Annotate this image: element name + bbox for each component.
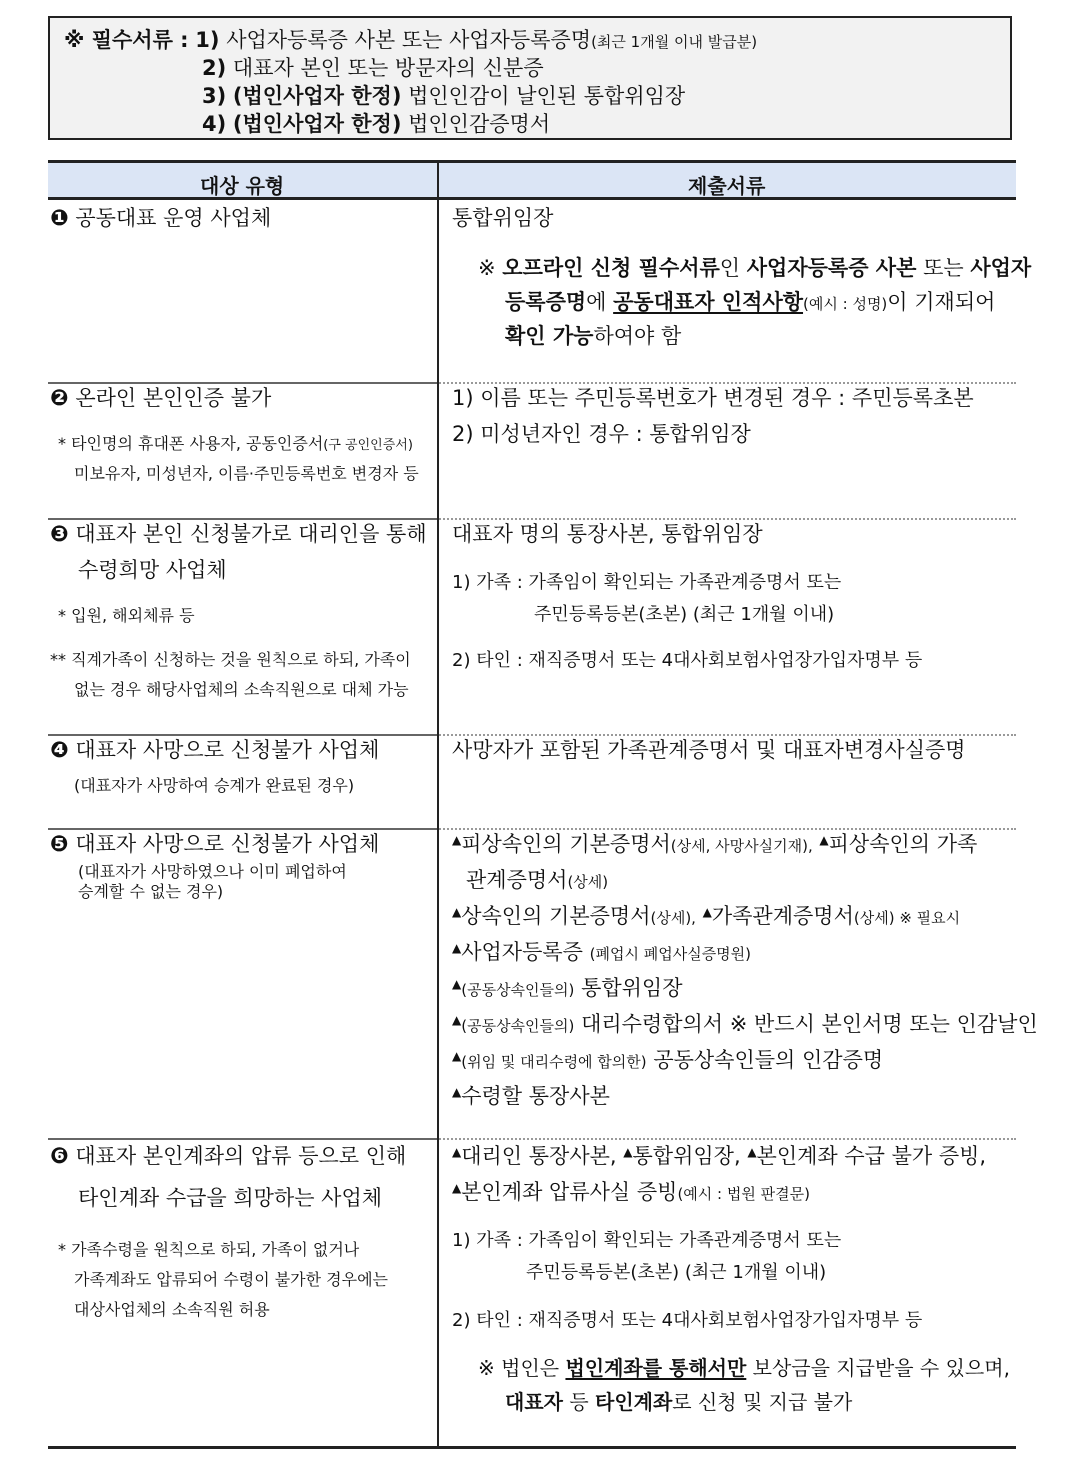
notice-item-num: 4) <box>202 112 227 136</box>
row-type-text: 대표자 본인 신청불가로 대리인을 통해 <box>75 522 427 546</box>
notice-item-text: 사업자등록증 사본 또는 사업자등록증명 <box>226 28 592 52</box>
row-doc <box>466 868 608 893</box>
notice-item-note: (최근 1개월 이내 발급분) <box>591 33 758 51</box>
column-divider <box>437 160 439 1448</box>
row-type-text: 공동대표 운영 사업체 <box>75 206 272 230</box>
row-doc: 1) 이름 또는 주민등록번호가 변경된 경우 : 주민등록초본 <box>452 386 974 410</box>
row-marker: ❶ <box>50 206 69 231</box>
row-doc <box>452 832 977 857</box>
row-doc <box>452 940 751 965</box>
row-type-text: 대표자 본인계좌의 압류 등으로 인해 <box>75 1144 407 1168</box>
row-sub <box>58 434 413 454</box>
row-separator <box>48 382 1016 384</box>
row-doc <box>452 1048 883 1073</box>
doc-text: (폐업시 폐업사실증명원) <box>589 945 752 963</box>
row-doc: 통합위임장 <box>452 206 554 230</box>
row-marker: ❻ <box>50 1144 69 1169</box>
doc-text: 관계증명서 <box>466 868 568 892</box>
bullet-icon: ▲ <box>452 1145 462 1159</box>
row-marker: ❹ <box>50 738 69 763</box>
note-text: 인 <box>719 256 741 280</box>
notice-heading: ※ 필수서류 : <box>64 28 189 52</box>
note-text: 오프라인 신청 필수서류 <box>502 256 720 280</box>
row-sub: 미보유자, 미성년자, 이름·주민등록번호 변경자 등 <box>74 464 419 483</box>
row-doc: 주민등록등본(초본) (최근 1개월 이내) <box>526 1262 827 1283</box>
table-header <box>48 160 1016 200</box>
doc-text: 대리인 통장사본, <box>461 1144 617 1168</box>
note-text: 타인계좌 <box>595 1390 673 1414</box>
note-text: 로 신청 및 지급 불가 <box>672 1390 853 1414</box>
row-type <box>50 832 379 858</box>
row-note <box>505 324 681 349</box>
bullet-icon: ▲ <box>819 833 829 847</box>
doc-text: 상속인의 기본증명서 <box>461 904 651 928</box>
notice-item-text: 법인인감증명서 <box>408 112 551 136</box>
row-doc: 주민등록등본(초본) (최근 1개월 이내) <box>534 604 835 625</box>
row-type-text: 온라인 본인인증 불가 <box>75 386 272 410</box>
doc-text: 통합위임장, <box>632 1144 741 1168</box>
note-mark: ※ <box>478 1356 495 1380</box>
row-sub: 없는 경우 해당사업체의 소속직원으로 대체 가능 <box>74 680 409 699</box>
doc-text: (예시 : 법원 판결문) <box>677 1185 810 1203</box>
note-text: 에 <box>586 290 607 314</box>
doc-text: 사업자등록증 <box>461 940 583 964</box>
row-type-text: 대표자 사망으로 신청불가 사업체 <box>75 832 380 856</box>
row-sub: * 가족수령을 원칙으로 하되, 가족이 없거나 <box>58 1240 360 1259</box>
row-sub: ** 직계가족이 신청하는 것을 원칙으로 하되, 가족이 <box>50 650 411 669</box>
row-type <box>50 738 379 764</box>
row-separator <box>48 734 1016 736</box>
doc-text: 가족관계증명서 <box>711 904 854 928</box>
note-text: 확인 가능 <box>505 324 594 348</box>
notice-line-3 <box>202 80 685 110</box>
note-text: 사업자등록증 사본 <box>746 256 917 280</box>
notice-line-2 <box>202 52 544 82</box>
bullet-icon: ▲ <box>452 977 462 991</box>
row-type <box>50 1144 406 1170</box>
bullet-icon: ▲ <box>452 1013 462 1027</box>
doc-text: (상세, 사망사실기재), <box>670 837 813 855</box>
note-text: (예시 : 성명) <box>803 295 888 313</box>
note-text: 공동대표자 인적사항 <box>613 290 804 314</box>
doc-text: 본인계좌 수급 불가 증빙, <box>756 1144 987 1168</box>
row-doc <box>452 1012 1038 1037</box>
header-target-type: 대상 유형 <box>200 174 285 198</box>
row-separator <box>48 828 1016 830</box>
note-text: 대표자 <box>505 1390 563 1414</box>
row-type <box>50 386 271 412</box>
row-sub: (대표자가 사망하였으나 이미 폐업하여 <box>78 862 347 881</box>
row-sub-text: * 타인명의 휴대폰 사용자, 공동인증서 <box>58 434 324 453</box>
doc-text: (상세) ※ 필요시 <box>853 909 961 927</box>
bullet-icon: ▲ <box>452 833 462 847</box>
note-text: 하여야 함 <box>593 324 682 348</box>
row-type: 타인계좌 수급을 희망하는 사업체 <box>78 1186 383 1210</box>
note-text: 법인은 <box>501 1356 560 1380</box>
row-type-text: 대표자 사망으로 신청불가 사업체 <box>75 738 380 762</box>
row-doc: 1) 가족 : 가족임이 확인되는 가족관계증명서 또는 <box>452 572 842 593</box>
doc-text: 수령할 통장사본 <box>461 1084 610 1108</box>
row-sub: 대상사업체의 소속직원 허용 <box>74 1300 270 1319</box>
row-doc <box>452 1180 810 1205</box>
doc-text: 대리수령합의서 ※ 반드시 본인서명 또는 인감날인 <box>581 1012 1038 1036</box>
note-text: 또는 <box>923 256 964 280</box>
row-marker: ❸ <box>50 522 69 547</box>
notice-item-tag: (법인사업자 한정) <box>232 84 402 108</box>
row-doc <box>452 1084 610 1109</box>
notice-item-text: 대표자 본인 또는 방문자의 신분증 <box>232 56 544 80</box>
row-sub-text: (구 공인인증서) <box>323 438 413 453</box>
doc-text: 피상속인의 가족 <box>828 832 978 856</box>
note-text: 등록증명 <box>505 290 587 314</box>
row-doc: 2) 미성년자인 경우 : 통합위임장 <box>452 422 751 446</box>
row-separator <box>48 1138 1016 1140</box>
required-documents-box <box>48 16 1012 140</box>
row-marker: ❷ <box>50 386 69 411</box>
doc-text: (위임 및 대리수령에 합의한) <box>461 1053 647 1071</box>
row-doc: 대표자 명의 통장사본, 통합위임장 <box>452 522 763 546</box>
notice-line-4 <box>202 108 550 138</box>
bullet-icon: ▲ <box>452 1049 462 1063</box>
row-doc <box>452 976 683 1001</box>
row-sub: 승계할 수 없는 경우) <box>78 882 224 901</box>
doc-text: (상세), <box>650 909 696 927</box>
bullet-icon: ▲ <box>623 1145 633 1159</box>
row-note <box>505 1390 852 1414</box>
row-doc: 1) 가족 : 가족임이 확인되는 가족관계증명서 또는 <box>452 1230 842 1251</box>
row-note <box>505 290 995 315</box>
note-text: 이 기재되어 <box>887 290 996 314</box>
notice-line-1 <box>64 24 757 54</box>
row-type: 수령희망 사업체 <box>78 558 227 582</box>
doc-text: (상세) <box>567 873 609 891</box>
row-type <box>50 206 271 232</box>
bullet-icon: ▲ <box>702 905 712 919</box>
note-text: 사업자 <box>970 256 1032 280</box>
bullet-icon: ▲ <box>452 1085 462 1099</box>
row-note <box>478 1356 1010 1380</box>
header-documents: 제출서류 <box>688 174 766 198</box>
table-bottom-border <box>48 1446 1016 1449</box>
notice-item-num: 3) <box>202 84 227 108</box>
row-doc: 사망자가 포함된 가족관계증명서 및 대표자변경사실증명 <box>452 738 966 762</box>
note-text: 법인계좌를 통해서만 <box>565 1356 747 1380</box>
row-type <box>50 522 427 548</box>
row-sub: (대표자가 사망하여 승계가 완료된 경우) <box>74 776 355 795</box>
row-marker: ❺ <box>50 832 69 857</box>
doc-text: 통합위임장 <box>581 976 683 1000</box>
notice-item-tag: (법인사업자 한정) <box>232 112 402 136</box>
row-doc: 2) 타인 : 재직증명서 또는 4대사회보험사업장가입자명부 등 <box>452 650 923 671</box>
doc-text: (공동상속인들의) <box>461 1017 575 1035</box>
bullet-icon: ▲ <box>452 1181 462 1195</box>
note-text: 등 <box>569 1390 589 1414</box>
note-text: 보상금을 지급받을 수 있으며, <box>752 1356 1010 1380</box>
row-doc <box>452 904 960 929</box>
bullet-icon: ▲ <box>452 941 462 955</box>
row-separator <box>48 518 1016 520</box>
notice-item-num: 1) <box>195 28 220 52</box>
doc-text: (공동상속인들의) <box>461 981 575 999</box>
bullet-icon: ▲ <box>747 1145 757 1159</box>
doc-text: 본인계좌 압류사실 증빙 <box>461 1180 678 1204</box>
doc-text: 공동상속인들의 인감증명 <box>653 1048 884 1072</box>
notice-item-num: 2) <box>202 56 227 80</box>
note-mark: ※ <box>478 256 496 280</box>
documents-table <box>48 160 1038 1450</box>
row-sub: * 입원, 해외체류 등 <box>58 606 195 625</box>
row-note <box>478 256 1031 281</box>
notice-item-text: 법인인감이 날인된 통합위임장 <box>408 84 686 108</box>
row-doc: 2) 타인 : 재직증명서 또는 4대사회보험사업장가입자명부 등 <box>452 1310 923 1331</box>
bullet-icon: ▲ <box>452 905 462 919</box>
doc-text: 피상속인의 기본증명서 <box>461 832 671 856</box>
row-sub: 가족계좌도 압류되어 수령이 불가한 경우에는 <box>74 1270 389 1289</box>
row-doc <box>452 1144 986 1169</box>
